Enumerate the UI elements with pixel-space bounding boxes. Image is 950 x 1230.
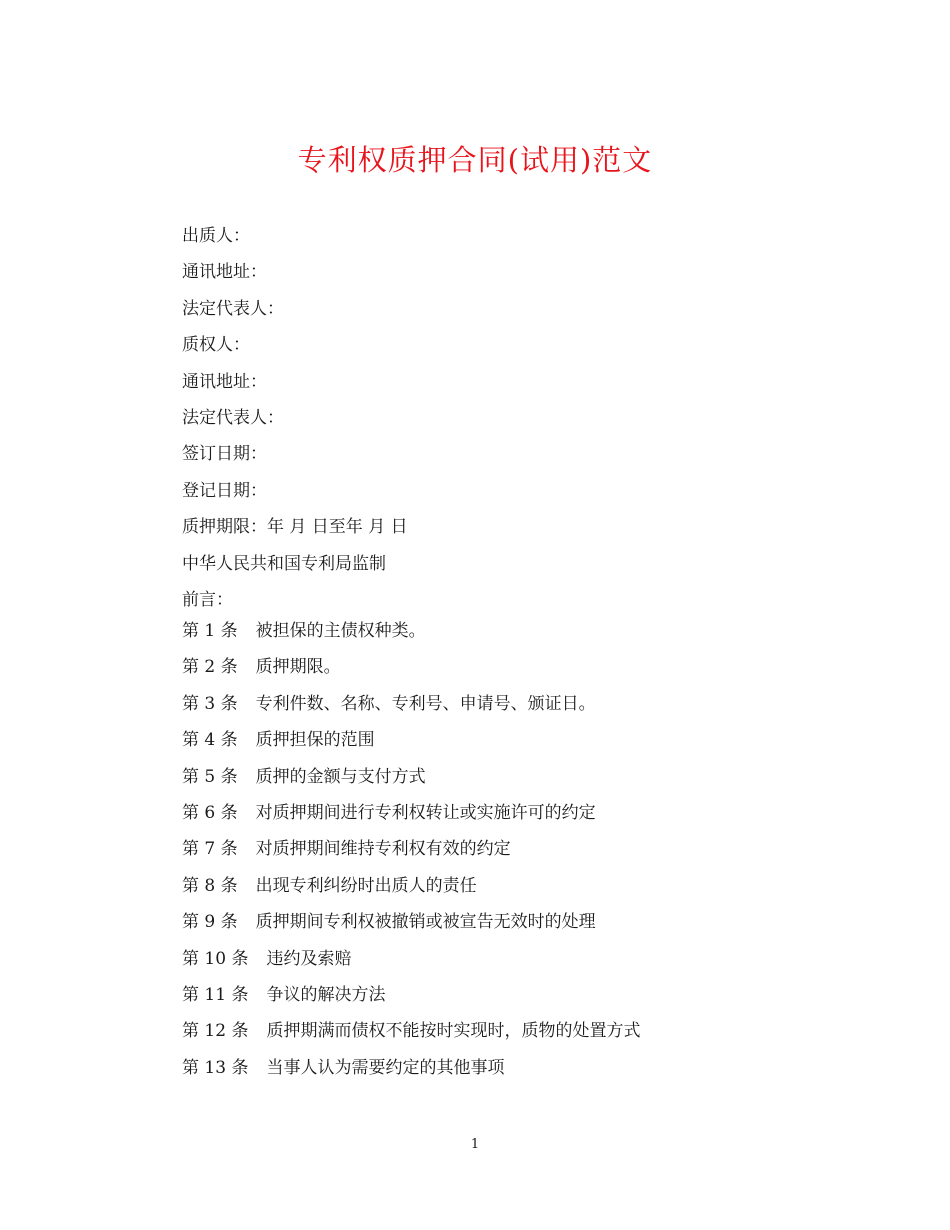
article-text: 质押的金额与支付方式 [255,766,426,787]
article-number: 第 1 条 [182,621,238,641]
pledge-term-line: 质押期限：年 月 日至年 月 日 [182,517,408,538]
article-item [182,722,882,758]
article-number: 第 9 条 [182,912,238,933]
article-item [182,613,882,649]
article-list [182,613,882,1086]
article-text: 被担保的主债权种类。 [255,621,426,641]
article-text: 质押期限。 [255,657,341,678]
article-text: 质押期满而债权不能按时实现时，质物的处置方式 [266,1021,641,1042]
preface-line: 前言： [182,589,233,610]
pledgee-line: 质权人： [182,335,250,356]
article-item [182,795,882,831]
article-text: 对质押期间进行专利权转让或实施许可的约定 [255,802,596,823]
supervisor-line: 中华人民共和国专利局监制 [182,553,386,574]
article-item [182,831,882,867]
article-text: 违约及索赔 [266,948,352,969]
article-item [182,868,882,904]
article-item [182,759,882,795]
pledgor-address-line: 通讯地址： [182,262,267,283]
article-number: 第 7 条 [182,839,238,860]
document-title: 专利权质押合同(试用)范文 [297,143,653,177]
article-text: 对质押期间维持专利权有效的约定 [255,839,511,860]
page-number: 1 [470,1137,480,1152]
article-number: 第 5 条 [182,766,238,787]
header-fields [182,218,882,618]
article-number: 第 2 条 [182,657,238,678]
article-text: 专利件数、名称、专利号、申请号、颁证日。 [255,693,596,714]
pledgee-legal-rep-line: 法定代表人： [182,407,284,428]
registration-date-line: 登记日期： [182,480,267,501]
article-text: 出现专利纠纷时出质人的责任 [255,875,477,896]
article-item [182,977,882,1013]
article-number: 第 8 条 [182,875,238,896]
article-number: 第 10 条 [182,948,249,969]
article-number: 第 13 条 [182,1057,249,1078]
article-item [182,1050,882,1086]
article-text: 质押期间专利权被撤销或被宣告无效时的处理 [255,912,596,933]
article-item [182,649,882,685]
article-item [182,1013,882,1049]
article-number: 第 11 条 [182,984,249,1005]
article-text: 争议的解决方法 [266,984,386,1005]
article-number: 第 6 条 [182,802,238,823]
signing-date-line: 签订日期： [182,444,267,465]
article-item [182,686,882,722]
article-number: 第 12 条 [182,1021,249,1042]
pledgee-address-line: 通讯地址： [182,371,267,392]
article-number: 第 4 条 [182,730,238,751]
article-number: 第 3 条 [182,693,238,714]
article-text: 质押担保的范围 [255,730,375,751]
article-item [182,941,882,977]
article-text: 当事人认为需要约定的其他事项 [266,1057,505,1078]
pledgor-line: 出质人： [182,226,250,246]
pledgor-legal-rep-line: 法定代表人： [182,298,284,319]
article-item [182,904,882,940]
